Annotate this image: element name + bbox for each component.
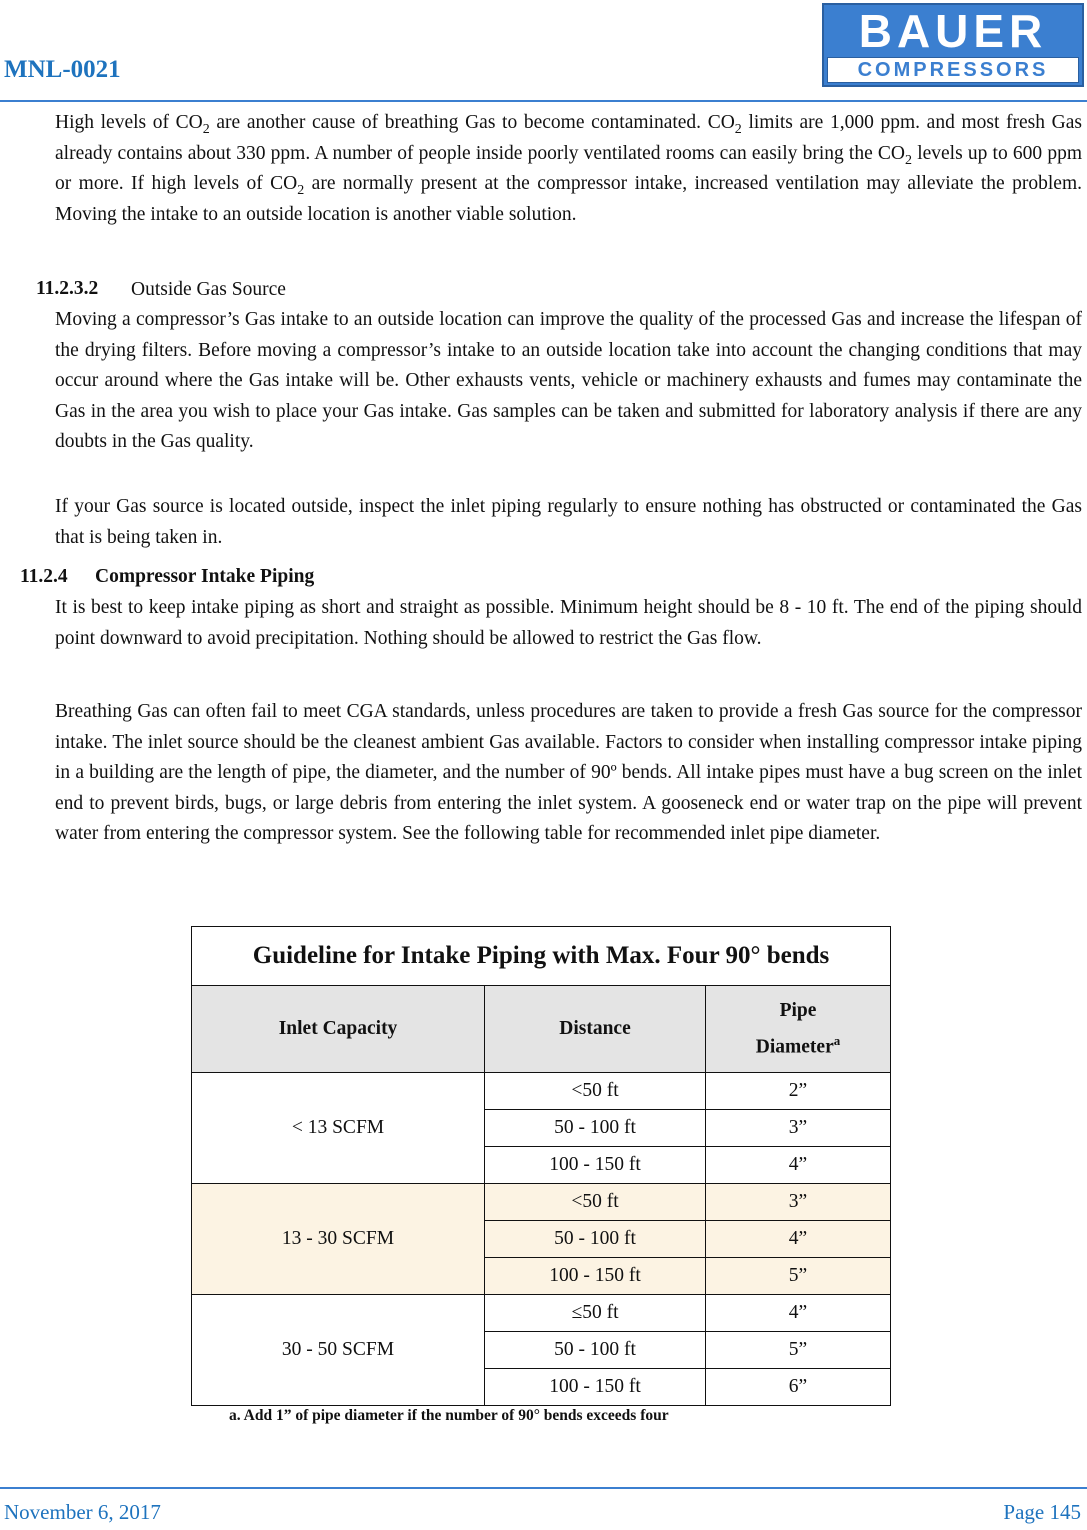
table-footnote: a. Add 1” of pipe diameter if the number of 90° bends exceeds four bbox=[229, 1407, 669, 1424]
diameter-cell: 4” bbox=[706, 1147, 891, 1184]
table-title: Guideline for Intake Piping with Max. Four 90° bends bbox=[192, 927, 891, 986]
paragraph-co2: High levels of $CO_2$ are another cause of breathing Gas to become contaminated. $CO_2$ limits are 1,000 ppm. and most fresh Gas already contains about 330 ppm. A number of people inside poorly ventilated rooms can easily bring the $CO_2$ levels up to 600 ppm or more. If high levels of $CO_2$ are normally present at the compressor intake, increased ventilation may alleviate the problem. Moving the intake to an outside location is another viable solution. bbox=[55, 112, 1082, 225]
section-title-outside-gas-source: Outside Gas Source bbox=[131, 279, 286, 300]
header-pipe-diameter: Pipe Diameter$^a$ bbox=[706, 986, 891, 1073]
diameter-cell: 3” bbox=[706, 1184, 891, 1221]
footer-date: November 6, 2017 bbox=[4, 1500, 161, 1524]
document-code: MNL-0021 bbox=[4, 56, 121, 83]
distance-cell: ≤50 ft bbox=[485, 1295, 706, 1332]
logo-wordmark: BAUER bbox=[858, 5, 1048, 57]
capacity-cell: 30 - 50 SCFM bbox=[192, 1295, 485, 1406]
diameter-cell: 3” bbox=[706, 1110, 891, 1147]
paragraph-cga-standards: Breathing Gas can often fail to meet CGA standards, unless procedures are taken to provide a fresh Gas source for the compressor intake. The inlet source should be the cleanest ambient Gas available. Factors to consider when installing compressor intake piping in a building are the length of pipe, the diameter, and the number of 90º bends. All intake pipes must have a bug screen on the inlet end to prevent birds, bugs, or large debris from entering the inlet system. A gooseneck end or water trap on the pipe will prevent water from entering the compressor system. See the following table for recommended inlet pipe diameter. bbox=[55, 701, 1082, 844]
distance-cell: 100 - 150 ft bbox=[485, 1369, 706, 1406]
diameter-cell: 2” bbox=[706, 1073, 891, 1110]
distance-cell: 100 - 150 ft bbox=[485, 1258, 706, 1295]
capacity-cell: 13 - 30 SCFM bbox=[192, 1184, 485, 1295]
logo-subtitle: COMPRESSORS bbox=[827, 57, 1079, 83]
intake-piping-table bbox=[191, 926, 891, 1406]
distance-cell: <50 ft bbox=[485, 1184, 706, 1221]
diameter-cell: 4” bbox=[706, 1295, 891, 1332]
distance-cell: 50 - 100 ft bbox=[485, 1110, 706, 1147]
footer-rule bbox=[0, 1487, 1087, 1489]
header-rule bbox=[0, 100, 1087, 102]
bauer-logo bbox=[822, 3, 1084, 87]
paragraph-outside-gas: Moving a compressor’s Gas intake to an outside location can improve the quality of the processed Gas and increase the lifespan of the drying filters. Before moving a compressor’s intake to an outside location take into account the changing conditions that may occur around where the Gas intake will be. Other exhausts vents, vehicle or machinery exhausts and fumes may contaminate the Gas in the area you wish to place your Gas intake. Gas samples can be taken and submitted for laboratory analysis if there are any doubts in the Gas quality. bbox=[55, 309, 1082, 452]
diameter-cell: 5” bbox=[706, 1332, 891, 1369]
distance-cell: 100 - 150 ft bbox=[485, 1147, 706, 1184]
header-distance: Distance bbox=[485, 986, 706, 1073]
distance-cell: 50 - 100 ft bbox=[485, 1332, 706, 1369]
section-number-11-2-3-2: 11.2.3.2 bbox=[36, 278, 99, 299]
footer-page-number: Page 145 bbox=[1003, 1500, 1081, 1524]
section-number-11-2-4: 11.2.4 bbox=[20, 566, 68, 587]
diameter-cell: 4” bbox=[706, 1221, 891, 1258]
capacity-cell: < 13 SCFM bbox=[192, 1073, 485, 1184]
distance-cell: <50 ft bbox=[485, 1073, 706, 1110]
section-title-intake-piping: Compressor Intake Piping bbox=[95, 566, 315, 587]
paragraph-intake-piping: It is best to keep intake piping as short and straight as possible. Minimum height should be 8 - 10 ft. The end of the piping should point downward to avoid precipitation. Nothing should be allowed to restrict the Gas flow. bbox=[55, 597, 1082, 649]
distance-cell: 50 - 100 ft bbox=[485, 1221, 706, 1258]
footnote-marker: a bbox=[833, 1032, 841, 1048]
paragraph-inspect-inlet: If your Gas source is located outside, inspect the inlet piping regularly to ensure nothing has obstructed or contaminated the Gas that is being taken in. bbox=[55, 496, 1082, 548]
header-inlet-capacity: Inlet Capacity bbox=[192, 986, 485, 1073]
diameter-cell: 5” bbox=[706, 1258, 891, 1295]
diameter-cell: 6” bbox=[706, 1369, 891, 1406]
